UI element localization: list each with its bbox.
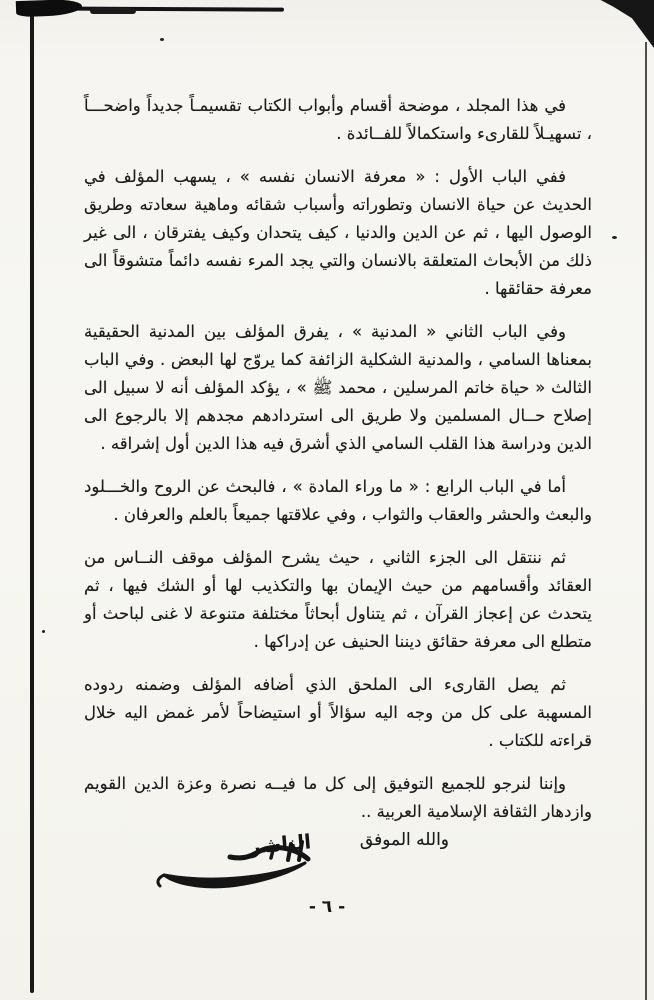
scan-artifact-top-right-blob [596, 0, 654, 48]
paragraph: ثم يصل القارىء الى الملحق الذي أضافه المؤلف وضمنه ردوده المسهبة على كل من وجه اليه سؤالاً أو استيضاحاً لأمر غمض اليه خلال قراءته للكتاب . [84, 675, 592, 750]
paragraph: أما في الباب الرابع : « ما وراء المادة » ، فالبحث عن الروح والخـــلود والبعث والحشر والعقاب والثواب ، وفي علاقتها جميعاً بالعلم والعرفان . [84, 477, 592, 524]
scan-artifact-speck [42, 630, 45, 633]
paragraph: وفي الباب الثاني « المدنية » ، يفرق المؤلف بين المدنية الحقيقية بمعناها السامي ، والمدنية الشكلية الزائفة كما يروّج لها البعض . وفي الباب الثالث « حياة خاتم المرسلين ، محمد ﷺ » ، يؤكد المؤلف أنه لا سبيل الى إصلاح حــال المسلمين ولا طريق الى استردادهم مجدهم إلا بالرجوع الى الدين ودراسة هذا القلب السامي الذي أشرق فيه هذا الدين أول إشراقه . [84, 322, 592, 453]
signature-text: الناشر [247, 829, 312, 859]
paragraph: في هذا المجلد ، موضحة أقسام وأبواب الكتاب تقسيمـاً جديداً واضحـــاً ، تسهيـلاً للقارىء واستكمالاً للفــائدة . [84, 96, 592, 143]
paragraph: ثم ننتقل الى الجزء الثاني ، حيث يشرح المؤلف موقف النــاس من العقائد وأقسامهم من حيث الإيمان بها والتكذيب لها أو الشك فيها ، ثم يتحدث عن إعجاز القرآن ، ثم يتناول أبحاثاً مختلفة متنوعة لا غنى لباحث أو متطلع الى معرفة حقائق ديننا الحنيف عن إدراكها . [84, 548, 592, 651]
scan-artifact-right-line [645, 42, 647, 1000]
paragraph: ففي الباب الأول : « معرفة الانسان نفسه » ، يسهب المؤلف في الحديث عن حياة الانسان وتطوراته وأسباب شقائه وماهية سعادته وطريق الوصول اليها ، ثم عن الدين والدنيا ، كيف يتحدان وكيف يفترقان ، الى غير ذلك من الأبحاث المتعلقة بالانسان والتي يجد المرء نفسه دائماً متشوقاً الى معرفة حقائقها . [84, 167, 592, 298]
body-text [84, 92, 592, 841]
scan-artifact-top-line [22, 6, 284, 11]
paragraph: وإننا لنرجو للجميع التوفيق إلى كل ما فيــه نصرة وعزة الدين القويم وازدهار الثقافة الإسلامية العربية .. [84, 774, 592, 821]
scan-artifact-speck [160, 38, 164, 41]
scan-artifact-speck [612, 236, 617, 239]
scan-artifact-left-line [30, 6, 34, 993]
closing-line: والله الموفق [359, 830, 449, 850]
scan-artifact-top-left-blob [16, 0, 83, 17]
scan-artifact-top-patch [90, 8, 136, 14]
page-number: - ٦ - [308, 897, 346, 917]
publisher-signature [150, 829, 315, 898]
